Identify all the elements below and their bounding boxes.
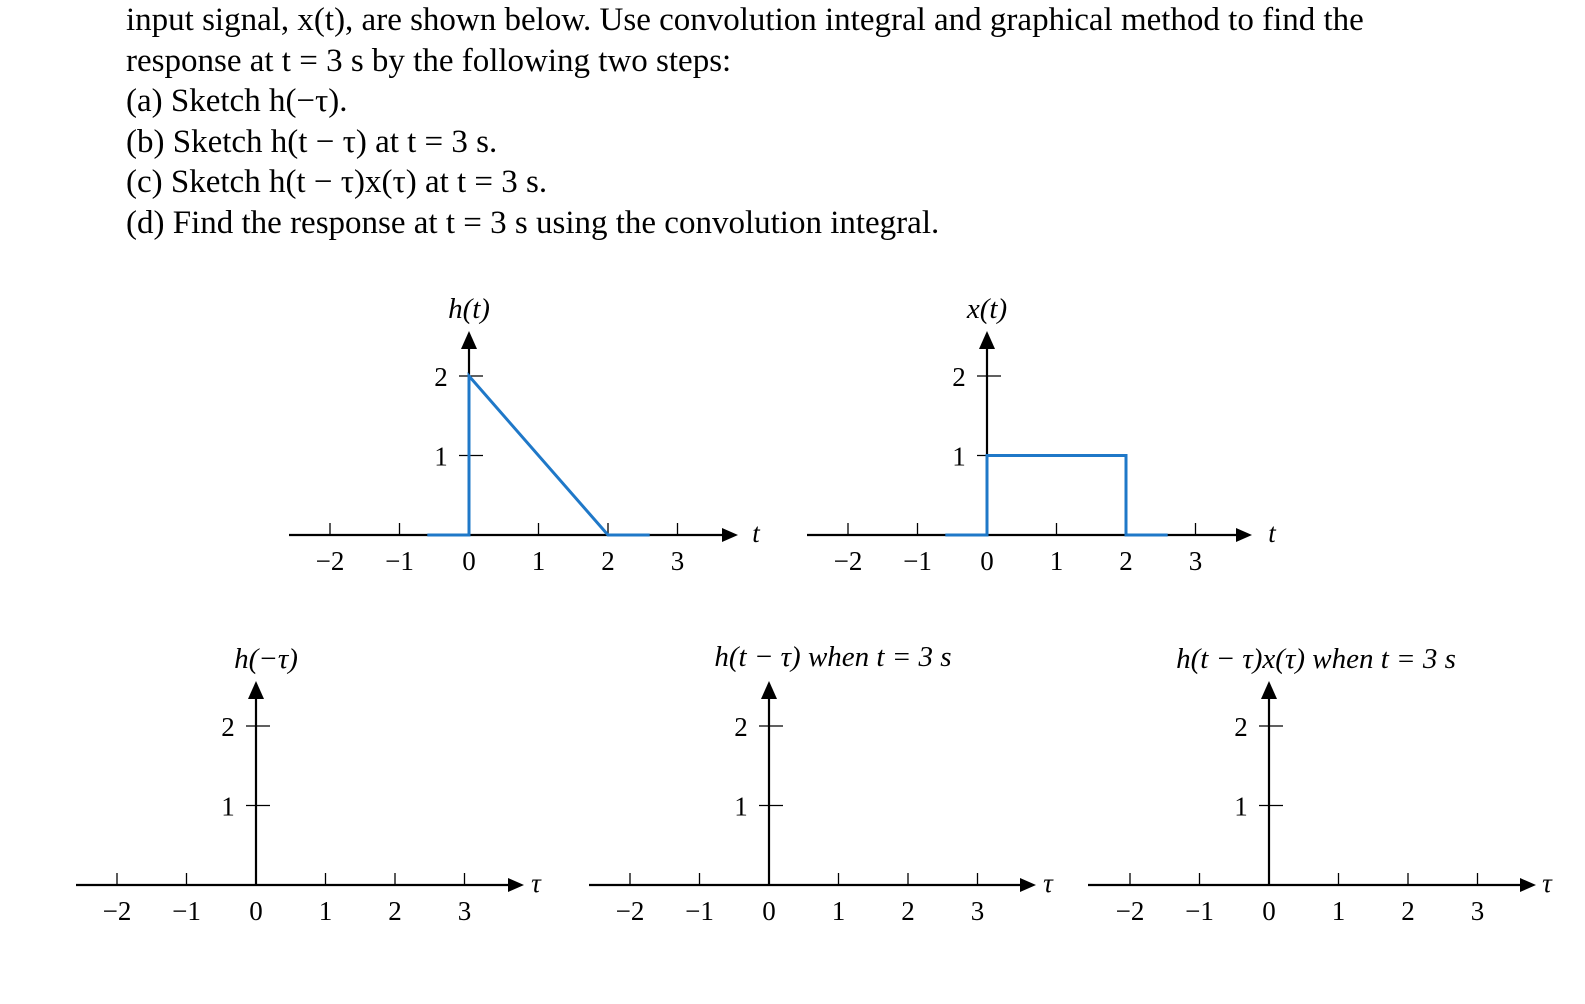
x-tick-label: −1 [1185,896,1214,926]
problem-part-d: (d) Find the response at t = 3 s using the convolution integral. [126,204,940,241]
chart-2 [807,293,1277,576]
y-tick-label: 2 [1234,712,1248,742]
x-tick-label: −2 [102,896,132,926]
problem-part-b: (b) Sketch h(t − τ) at t = 3 s. [126,123,498,160]
x-axis-arrow [1020,878,1036,892]
x-axis-arrow [1520,878,1536,892]
x-tick-label: 0 [762,896,776,926]
chart-title: h(t − τ)x(τ) when t = 3 s [1176,643,1456,675]
x-axis-arrow [1236,528,1252,542]
y-tick-label: 1 [1234,791,1248,822]
x-tick-label: 1 [531,546,546,576]
y-tick-label: 1 [434,441,448,472]
problem-line-intro: input signal, x(t), are shown below. Use convolution integral and graphical method to find the [126,2,1364,38]
y-axis-arrow [248,681,264,699]
x-tick-label: −2 [315,546,345,576]
x-tick-label: −2 [833,546,863,576]
x-axis-label: t [752,518,760,548]
x-tick-label: 3 [670,546,685,576]
x-tick-label: −2 [1115,896,1145,926]
y-axis-arrow [1261,681,1277,699]
y-tick-label: 2 [221,712,235,742]
x-tick-label: 3 [1470,896,1485,926]
x-tick-label: 3 [1188,546,1203,576]
y-tick-label: 2 [952,362,966,392]
x-tick-label: −2 [615,896,645,926]
x-tick-label: 3 [457,896,472,926]
x-tick-label: −1 [385,546,414,576]
chart-title: h(t) [448,293,490,325]
y-tick-label: 1 [221,791,235,822]
problem-line-steps: response at t = 3 s by the following two steps: [126,42,732,79]
x-axis-label: t [1268,518,1276,548]
chart-1 [289,293,761,576]
y-tick-label: 1 [952,441,966,472]
x-tick-label: 2 [1401,896,1415,926]
y-tick-label: 2 [434,362,448,392]
y-axis-arrow [979,331,995,349]
chart-title: h(t − τ) when t = 3 s [714,641,952,673]
chart-5 [1088,643,1553,926]
x-axis-arrow [508,878,524,892]
x-tick-label: 2 [1119,546,1133,576]
x-tick-label: 2 [901,896,915,926]
y-axis-arrow [761,681,777,699]
problem-part-a: (a) Sketch h(−τ). [126,83,348,119]
chart-3 [76,643,542,926]
x-tick-label: −1 [685,896,714,926]
chart-title: h(−τ) [234,643,298,675]
x-tick-label: 1 [318,896,333,926]
x-tick-label: 1 [1331,896,1346,926]
x-tick-label: 0 [249,896,263,926]
problem-part-c: (c) Sketch h(t − τ)x(τ) at t = 3 s. [126,164,548,200]
y-tick-label: 2 [734,712,748,742]
x-tick-label: 3 [970,896,985,926]
chart-title: x(t) [966,293,1008,325]
x-tick-label: 0 [980,546,994,576]
x-tick-label: 0 [462,546,476,576]
x-tick-label: −1 [903,546,932,576]
x-tick-label: 2 [388,896,402,926]
y-tick-label: 1 [734,791,748,822]
y-axis-arrow [461,331,477,349]
x-axis-arrow [722,528,738,542]
chart-4 [589,641,1054,926]
x-tick-label: 0 [1262,896,1276,926]
x-tick-label: 1 [831,896,846,926]
x-axis-label: τ [531,868,541,898]
x-tick-label: 1 [1049,546,1064,576]
x-tick-label: 2 [601,546,615,576]
x-tick-label: −1 [172,896,201,926]
x-axis-label: τ [1542,868,1552,898]
x-axis-label: τ [1043,868,1053,898]
